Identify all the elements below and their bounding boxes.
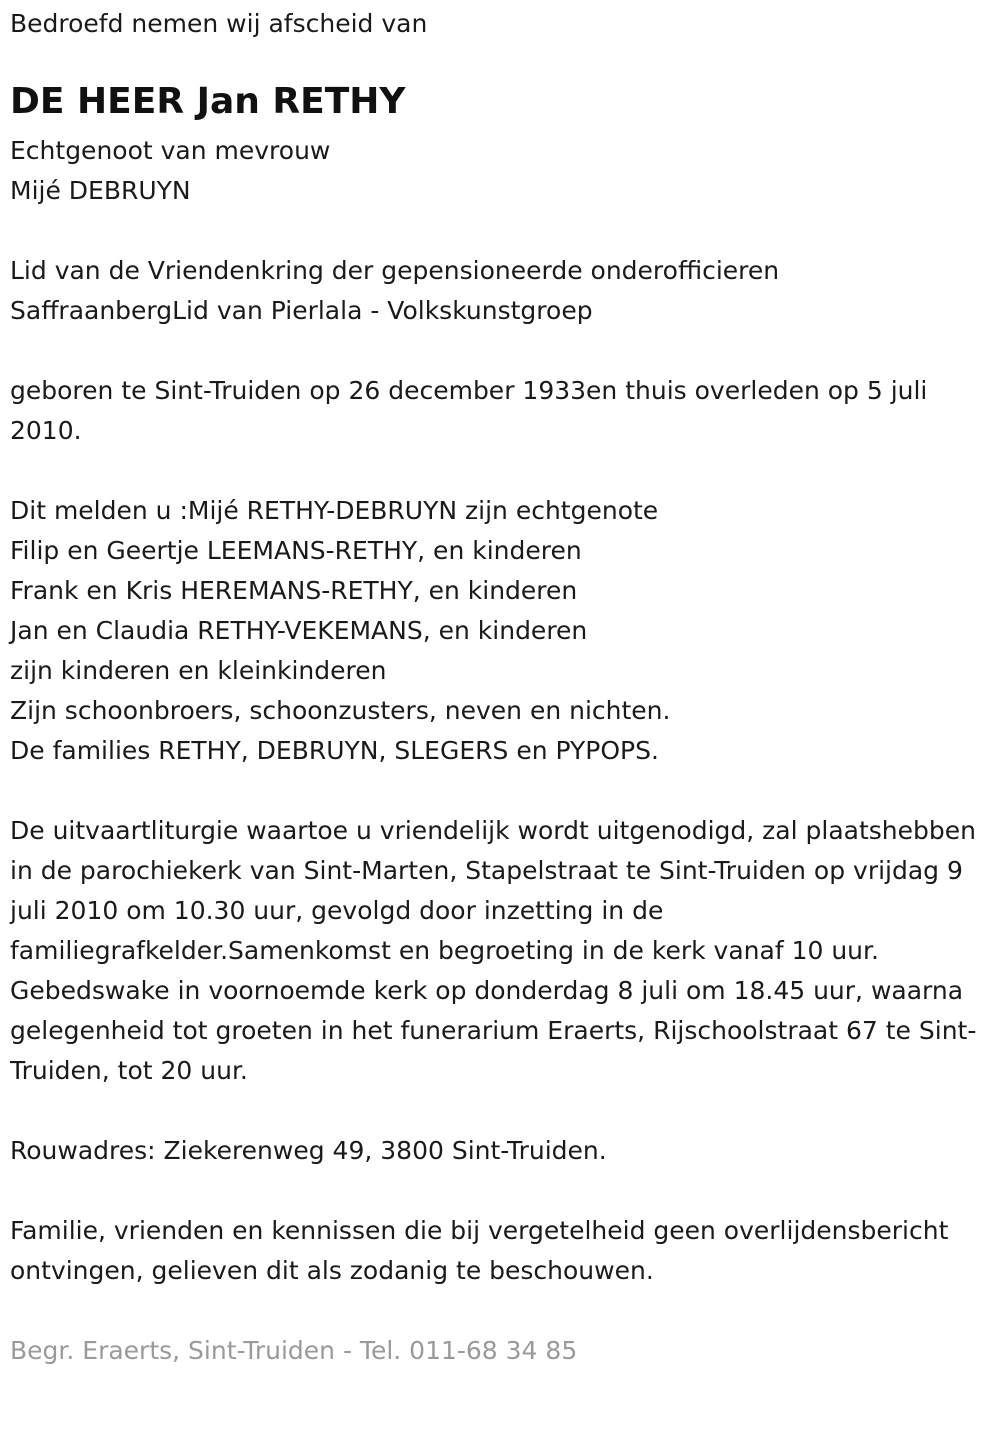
membership-line: SaffraanbergLid van Pierlala - Volkskunstgroep	[10, 296, 593, 325]
deceased-name: DE HEER Jan RETHY	[10, 81, 406, 122]
family-line: Zijn schoonbroers, schoonzusters, neven en nichten.	[10, 696, 671, 725]
wake-text: Gebedswake in voornoemde kerk op donderdag 8 juli om 18.45 uur, waarna gelegenheid tot groeten in het funerarium Eraerts, Rijschoolstraat 67 te Sint-Truiden, tot 20 uur.	[10, 976, 977, 1085]
mourning-address: Rouwadres: Ziekerenweg 49, 3800 Sint-Truiden.	[10, 1136, 607, 1165]
spacer	[10, 1171, 995, 1211]
intro-text: Bedroefd nemen wij afscheid van	[10, 9, 428, 38]
family-line: zijn kinderen en kleinkinderen	[10, 656, 387, 685]
family-line: Dit melden u :Mijé RETHY-DEBRUYN zijn echtgenote	[10, 496, 659, 525]
spacer	[10, 1291, 995, 1331]
spacer	[10, 771, 995, 811]
spacer	[10, 331, 995, 371]
spouse-line: Echtgenoot van mevrouw	[10, 136, 331, 165]
spacer	[10, 211, 995, 251]
family-line: Frank en Kris HEREMANS-RETHY, en kinderen	[10, 576, 578, 605]
funeral-home-footer: Begr. Eraerts, Sint-Truiden - Tel. 011-68 34 85	[10, 1336, 578, 1365]
spouse-name: Mijé DEBRUYN	[10, 176, 191, 205]
notice-text: Familie, vrienden en kennissen die bij vergetelheid geen overlijdensbericht ontvingen, gelieven dit als zodanig te beschouwen.	[10, 1216, 949, 1285]
spacer	[10, 451, 995, 491]
membership-line: Lid van de Vriendenkring der gepensioneerde onderofficieren	[10, 256, 780, 285]
family-line: Filip en Geertje LEEMANS-RETHY, en kinderen	[10, 536, 582, 565]
family-line: De families RETHY, DEBRUYN, SLEGERS en PYPOPS.	[10, 736, 659, 765]
birth-death-text: geboren te Sint-Truiden op 26 december 1933en thuis overleden op 5 juli 2010.	[10, 376, 928, 445]
family-line: Jan en Claudia RETHY-VEKEMANS, en kinderen	[10, 616, 588, 645]
obituary-notice	[10, 4, 995, 1371]
liturgy-text: De uitvaartliturgie waartoe u vriendelijk wordt uitgenodigd, zal plaatshebben in de parochiekerk van Sint-Marten, Stapelstraat te Sint-Truiden op vrijdag 9 juli 2010 om 10.30 uur, gevolgd door inzetting in de familiegrafkelder.Samenkomst en begroeting in de kerk vanaf 10 uur.	[10, 816, 976, 965]
spacer	[10, 1091, 995, 1131]
